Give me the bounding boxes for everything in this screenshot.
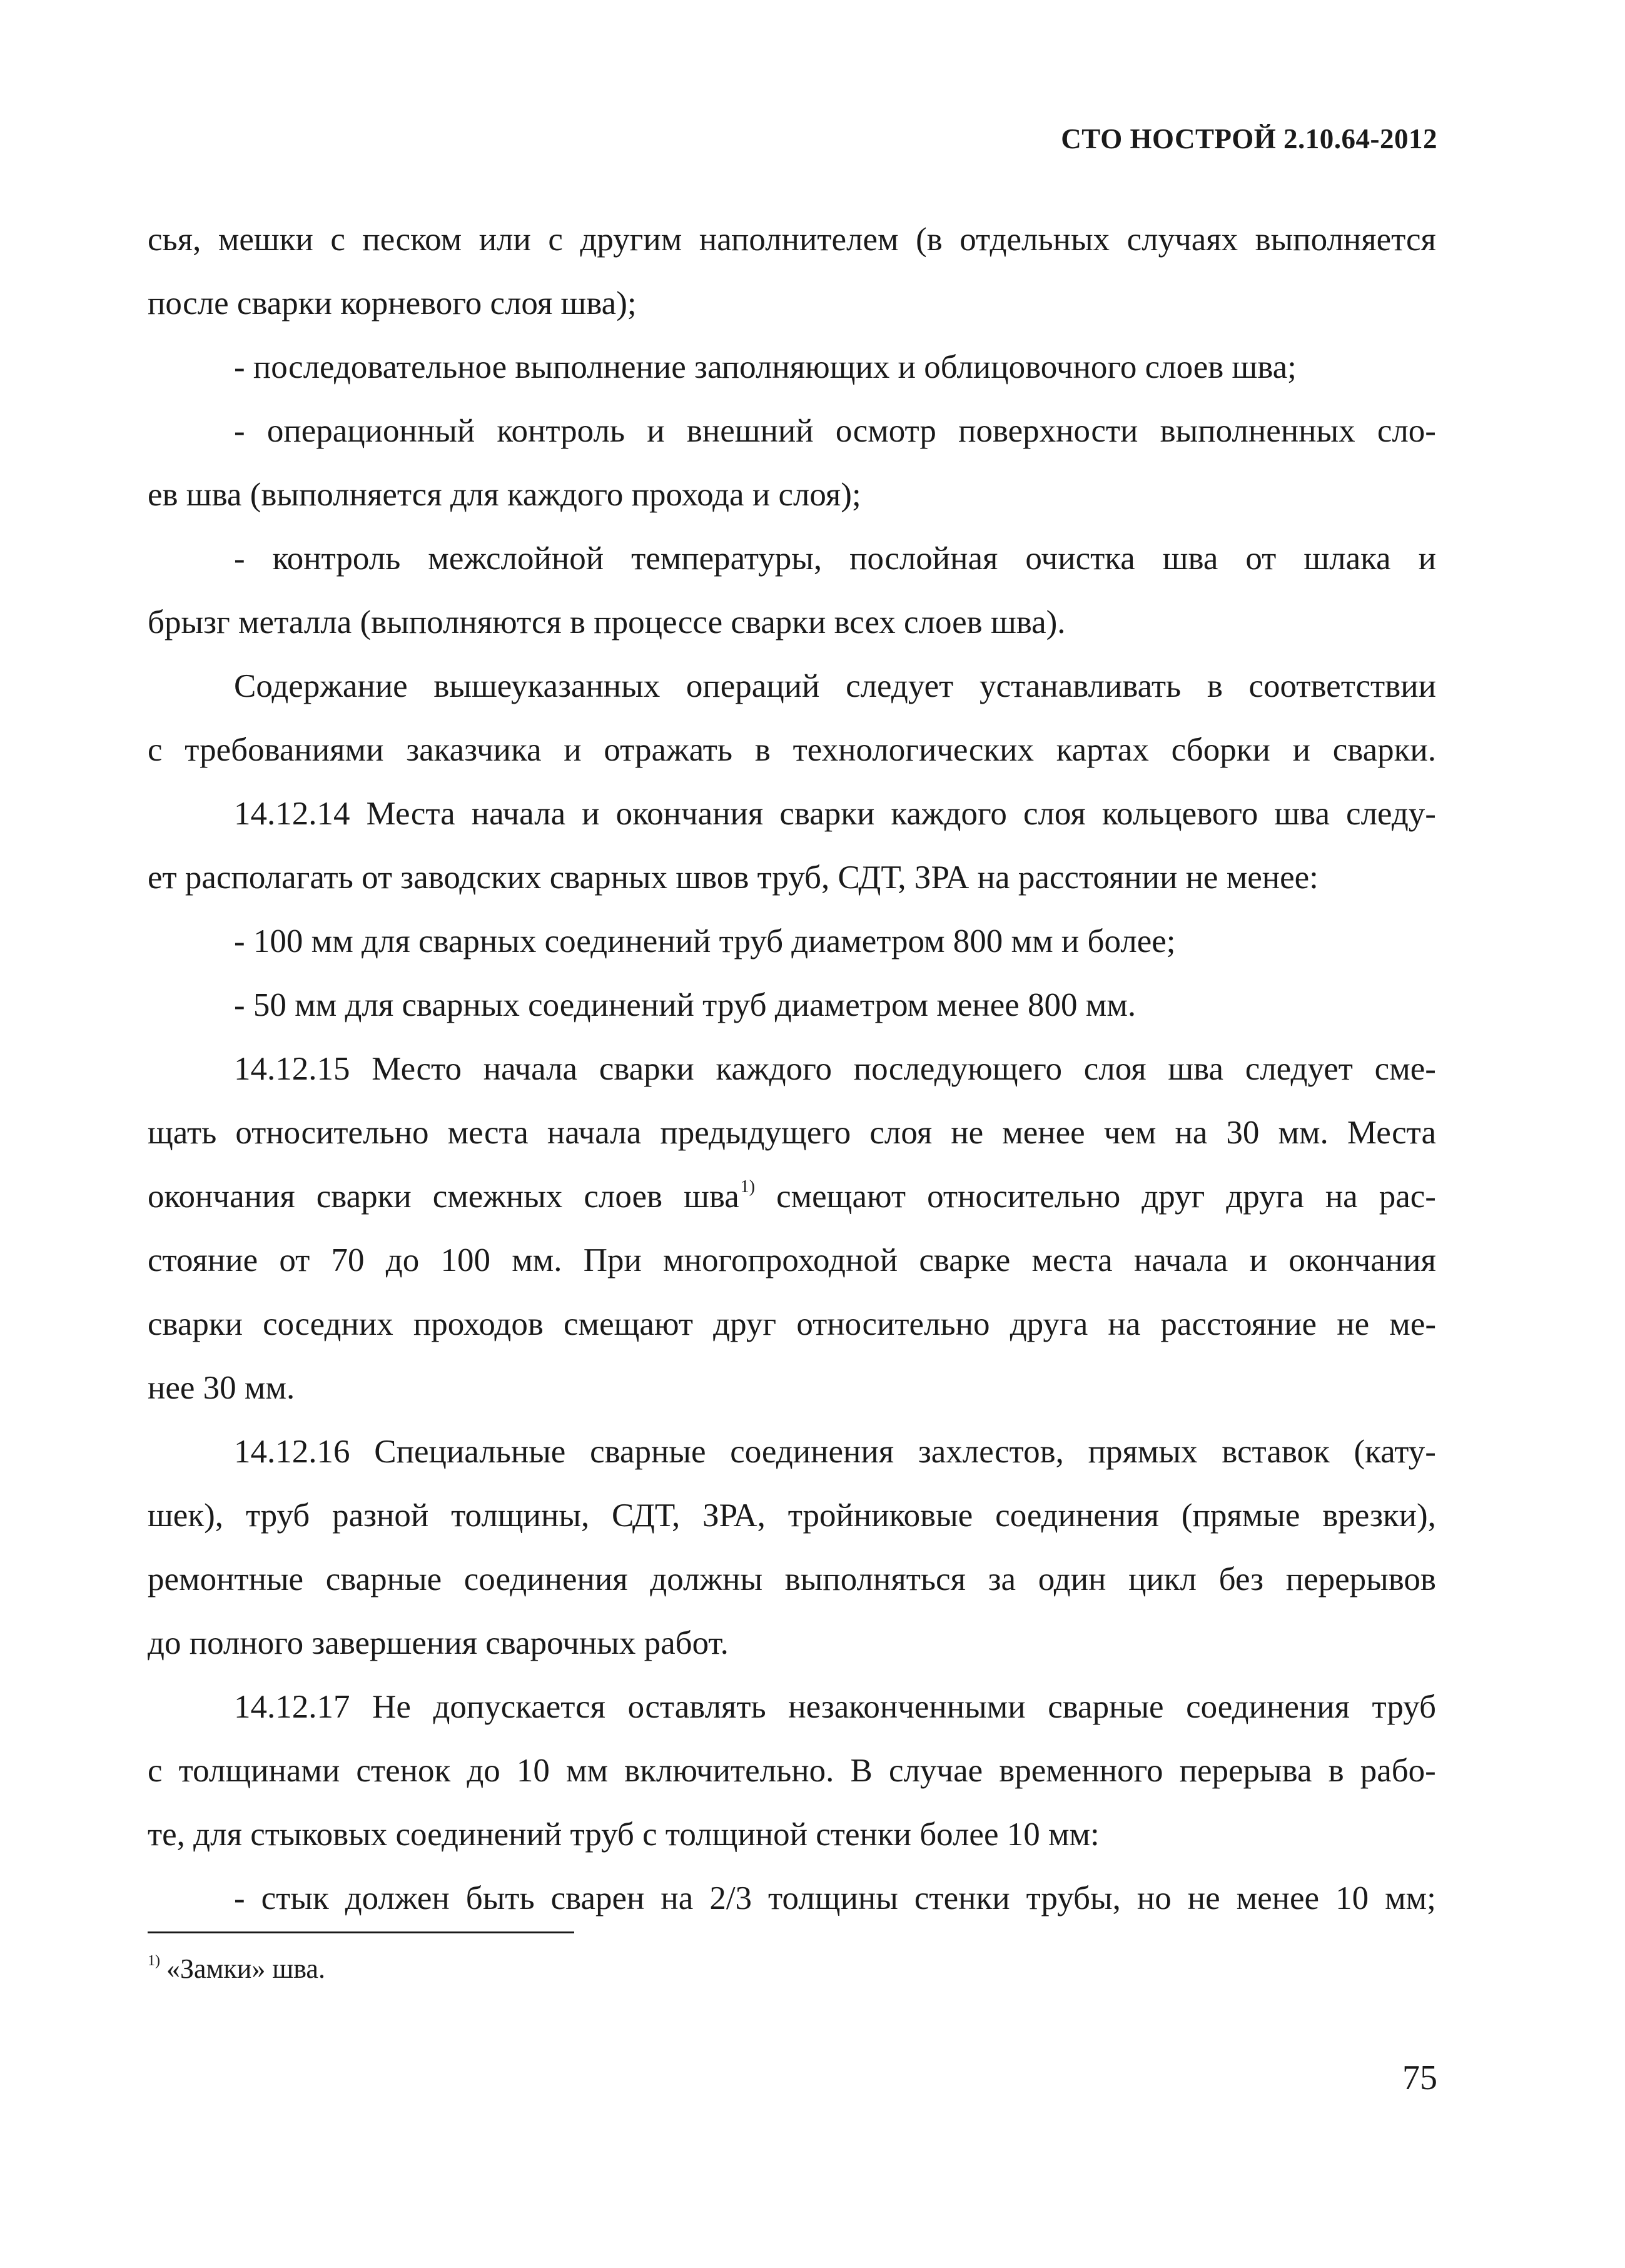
word: и: [582, 796, 600, 832]
word: за: [988, 1561, 1016, 1597]
word: случае: [888, 1753, 983, 1789]
word: мешки: [218, 221, 313, 258]
word: шва: [684, 1178, 739, 1215]
word: 70: [331, 1242, 365, 1278]
word: смещают: [776, 1178, 906, 1215]
word: -: [234, 413, 245, 449]
text-line: [148, 590, 1436, 654]
word: трубы,: [1026, 1880, 1121, 1916]
word: СДТ,: [612, 1497, 681, 1534]
word: менее: [1002, 1115, 1085, 1151]
word: требованиями: [185, 732, 384, 768]
word: рас-: [1379, 1178, 1436, 1215]
word: Места: [366, 796, 455, 832]
word: сме-: [1374, 1051, 1436, 1087]
word: не: [951, 1115, 984, 1151]
word: или: [478, 221, 531, 258]
word: начала: [483, 1051, 578, 1087]
word: отдельных: [959, 221, 1110, 258]
word: цикл: [1128, 1561, 1197, 1597]
word: начала: [547, 1115, 642, 1151]
word: перерыва: [1179, 1753, 1312, 1789]
word: и: [1249, 1242, 1267, 1278]
word: на: [1108, 1306, 1141, 1342]
text-line: [148, 1547, 1436, 1611]
word: выполняется: [1255, 221, 1436, 258]
text-line: [148, 1675, 1436, 1739]
text-line: [148, 399, 1436, 463]
word: послойная: [849, 540, 998, 577]
word: соседних: [263, 1306, 393, 1342]
word: другим: [580, 221, 682, 258]
word: сья,: [148, 221, 201, 258]
word: шва: [1168, 1051, 1223, 1087]
word: начала: [471, 796, 566, 832]
word: в: [754, 732, 771, 768]
text-line: [148, 973, 1436, 1037]
word: щать: [148, 1115, 217, 1151]
word: кольцевого: [1101, 796, 1258, 832]
text-line: [148, 1803, 1436, 1866]
text-line: [148, 654, 1436, 718]
word: соединения: [463, 1561, 628, 1597]
word: слоя: [1083, 1051, 1147, 1087]
document-code-header: СТО НОСТРОЙ 2.10.64-2012: [1061, 123, 1437, 154]
word: смещают: [564, 1306, 693, 1342]
word: 14.12.16: [234, 1434, 350, 1470]
word: технологических: [792, 732, 1034, 768]
word: осмотр: [835, 413, 936, 449]
word: и: [1292, 732, 1310, 768]
word: незаконченными: [788, 1689, 1026, 1725]
text-line: [148, 846, 1436, 909]
word: не: [1187, 1880, 1220, 1916]
word: выполняться: [784, 1561, 966, 1597]
word: в: [1328, 1753, 1344, 1789]
word: В: [850, 1753, 873, 1789]
word: стояние: [148, 1242, 258, 1278]
word: с: [148, 732, 163, 768]
word: толщины: [768, 1880, 898, 1916]
word: шва: [1274, 796, 1330, 832]
word: и: [1418, 540, 1436, 577]
word: поверхности: [958, 413, 1138, 449]
footnote-separator: [148, 1931, 574, 1933]
word: устанавливать: [979, 668, 1182, 704]
word: сварен: [550, 1880, 645, 1916]
text-line: [148, 909, 1436, 973]
word: мм;: [1385, 1880, 1436, 1916]
text-line: [148, 335, 1436, 399]
word: сварные: [1048, 1689, 1164, 1725]
word: относительно: [235, 1115, 429, 1151]
word: от: [279, 1242, 310, 1278]
text-line: [148, 463, 1436, 527]
word: вставок: [1222, 1434, 1330, 1470]
word: сборки: [1171, 732, 1270, 768]
word: Не: [372, 1689, 411, 1725]
word: -: [234, 540, 245, 577]
word: следует: [1245, 1051, 1353, 1087]
word: каждого: [716, 1051, 833, 1087]
word: начала: [1133, 1242, 1228, 1278]
text-line: [148, 1866, 1436, 1930]
word: Специальные: [374, 1434, 566, 1470]
word: от: [1245, 540, 1277, 577]
text-line: [148, 208, 1436, 271]
word: 100: [440, 1242, 490, 1278]
word: (в: [916, 221, 943, 258]
word: брызг металла (выполняются в процессе сварки всех слоев шва).: [148, 604, 1066, 640]
word: и: [564, 732, 582, 768]
word: случаях: [1126, 221, 1238, 258]
word: относительно: [796, 1306, 990, 1342]
word: -: [234, 1880, 245, 1916]
word: стенки: [914, 1880, 1010, 1916]
footnote-marker: 1): [148, 1953, 160, 1969]
word: многопроходной: [663, 1242, 898, 1278]
word: шва: [1162, 540, 1218, 577]
word: с: [148, 1753, 163, 1789]
word: внешний: [686, 413, 814, 449]
word: окончания: [615, 796, 764, 832]
text-line: [148, 782, 1436, 846]
word: температуры,: [631, 540, 823, 577]
word: 30: [1226, 1115, 1260, 1151]
word: включительно.: [624, 1753, 834, 1789]
word: нее 30 мм.: [148, 1370, 295, 1406]
word: после сварки корневого слоя шва);: [148, 285, 637, 321]
word: операционный: [266, 413, 475, 449]
word: контроль: [272, 540, 401, 577]
word: ев шва (выполняется для каждого прохода и слоя);: [148, 477, 861, 513]
body-text: [148, 208, 1436, 1930]
word: 2/3: [709, 1880, 752, 1916]
word: места: [447, 1115, 529, 1151]
word: следует: [846, 668, 954, 704]
word: следу-: [1346, 796, 1436, 832]
word: должны: [650, 1561, 763, 1597]
word: труб: [245, 1497, 310, 1534]
word: картах: [1056, 732, 1149, 768]
word: соединения: [995, 1497, 1159, 1534]
word: сварки: [779, 796, 875, 832]
word: захлестов,: [918, 1434, 1064, 1470]
word: слоев: [584, 1178, 663, 1215]
text-line: [148, 1420, 1436, 1484]
page-number: 75: [1402, 2058, 1437, 2097]
word: мм.: [512, 1242, 562, 1278]
text-line: [148, 1165, 1436, 1228]
text-line: [148, 1101, 1436, 1165]
word: с: [330, 221, 345, 258]
word: менее: [1236, 1880, 1320, 1916]
word: ме-: [1389, 1306, 1436, 1342]
word: каждого: [891, 796, 1007, 832]
word: но: [1136, 1880, 1172, 1916]
word: тройниковые: [787, 1497, 973, 1534]
text-line: [148, 1292, 1436, 1356]
word: заказчика: [406, 732, 542, 768]
word: вышеуказанных: [433, 668, 661, 704]
word: ет располагать от заводских сварных швов труб, СДТ, ЗРА на расстоянии не менее:: [148, 859, 1319, 896]
word: прямых: [1088, 1434, 1198, 1470]
word: слоя: [869, 1115, 933, 1151]
word: друга: [1226, 1178, 1304, 1215]
word: друг: [1142, 1178, 1205, 1215]
word: на: [1325, 1178, 1358, 1215]
word: последующего: [853, 1051, 1063, 1087]
word: перерывов: [1285, 1561, 1436, 1597]
word: ЗРА,: [702, 1497, 766, 1534]
word: шлака: [1304, 540, 1391, 577]
word: 14.12.14: [234, 796, 350, 832]
word: допускается: [433, 1689, 605, 1725]
word: врезки),: [1322, 1497, 1436, 1534]
word: предыдущего: [660, 1115, 851, 1151]
word: до: [385, 1242, 420, 1278]
word: на: [661, 1880, 694, 1916]
word: соединения: [730, 1434, 894, 1470]
word: сварки: [316, 1178, 412, 1215]
word: сварные: [590, 1434, 706, 1470]
word: очистка: [1025, 540, 1135, 577]
text-line: [148, 1739, 1436, 1803]
word: Место: [372, 1051, 462, 1087]
word: соединения: [1186, 1689, 1350, 1725]
word: ремонтные: [148, 1561, 304, 1597]
footnote: [148, 1950, 325, 1988]
text-line: [148, 271, 1436, 335]
word: с: [548, 221, 563, 258]
word: стенок: [356, 1753, 451, 1789]
word: друг: [713, 1306, 777, 1342]
word: чем: [1103, 1115, 1157, 1151]
word: один: [1038, 1561, 1106, 1597]
word: сварки.: [1332, 732, 1436, 768]
word: 10: [1335, 1880, 1369, 1916]
word: Места: [1347, 1115, 1436, 1151]
word: контроль: [497, 413, 625, 449]
word: не: [1337, 1306, 1370, 1342]
word: толщины,: [451, 1497, 590, 1534]
text-line: [148, 527, 1436, 590]
word: песком: [362, 221, 462, 258]
word: относительно: [927, 1178, 1121, 1215]
word: шек),: [148, 1497, 223, 1534]
word: (кату-: [1354, 1434, 1436, 1470]
word: - 50 мм для сварных соединений труб диаметром менее 800 мм.: [234, 987, 1136, 1023]
word: соответствии: [1248, 668, 1436, 704]
word: смежных: [432, 1178, 563, 1215]
word: те, для стыковых соединений труб с толщиной стенки более 10 мм:: [148, 1816, 1100, 1853]
word: При: [583, 1242, 642, 1278]
word: окончания: [1288, 1242, 1436, 1278]
word: - последовательное выполнение заполняющих и облицовочного слоев шва;: [234, 349, 1297, 385]
word: места: [1031, 1242, 1113, 1278]
word: сварки: [599, 1051, 694, 1087]
footnote-reference: 1): [740, 1177, 756, 1197]
word: сло-: [1377, 413, 1436, 449]
word: временного: [999, 1753, 1163, 1789]
word: мм.: [1278, 1115, 1329, 1151]
word: операций: [686, 668, 820, 704]
text-line: [148, 1611, 1436, 1675]
word: 14.12.15: [234, 1051, 350, 1087]
word: разной: [332, 1497, 429, 1534]
word: сварные: [325, 1561, 442, 1597]
word: оставлять: [627, 1689, 766, 1725]
word: (прямые: [1181, 1497, 1300, 1534]
word: в: [1207, 668, 1223, 704]
word: до полного завершения сварочных работ.: [148, 1625, 729, 1661]
word: наполнителем: [699, 221, 899, 258]
word: 10: [516, 1753, 550, 1789]
text-line: [148, 1228, 1436, 1292]
word: рабо-: [1360, 1753, 1436, 1789]
word: толщинами: [178, 1753, 340, 1789]
word: мм: [565, 1753, 609, 1789]
word: друга: [1010, 1306, 1088, 1342]
text-line: [148, 1484, 1436, 1547]
word: сварки: [148, 1306, 243, 1342]
word: Содержание: [234, 668, 408, 704]
word: сварке: [919, 1242, 1011, 1278]
word: должен: [345, 1880, 450, 1916]
text-line: [148, 1356, 1436, 1420]
word: быть: [465, 1880, 535, 1916]
word: отражать: [604, 732, 733, 768]
word: окончания: [148, 1178, 295, 1215]
word: межслойной: [428, 540, 604, 577]
word: расстояние: [1160, 1306, 1317, 1342]
word: слоя: [1023, 796, 1086, 832]
word: до: [467, 1753, 500, 1789]
text-line: [148, 718, 1436, 782]
word-with-footnote-ref: [684, 1165, 755, 1228]
word: на: [1175, 1115, 1208, 1151]
word: стык: [261, 1880, 329, 1916]
word: труб: [1372, 1689, 1436, 1725]
word: выполненных: [1160, 413, 1355, 449]
word: и: [647, 413, 665, 449]
word: проходов: [413, 1306, 544, 1342]
text-line: [148, 1037, 1436, 1101]
footnote-text: «Замки» шва.: [166, 1953, 325, 1984]
word: без: [1218, 1561, 1264, 1597]
word: 14.12.17: [234, 1689, 350, 1725]
word: - 100 мм для сварных соединений труб диаметром 800 мм и более;: [234, 923, 1176, 959]
